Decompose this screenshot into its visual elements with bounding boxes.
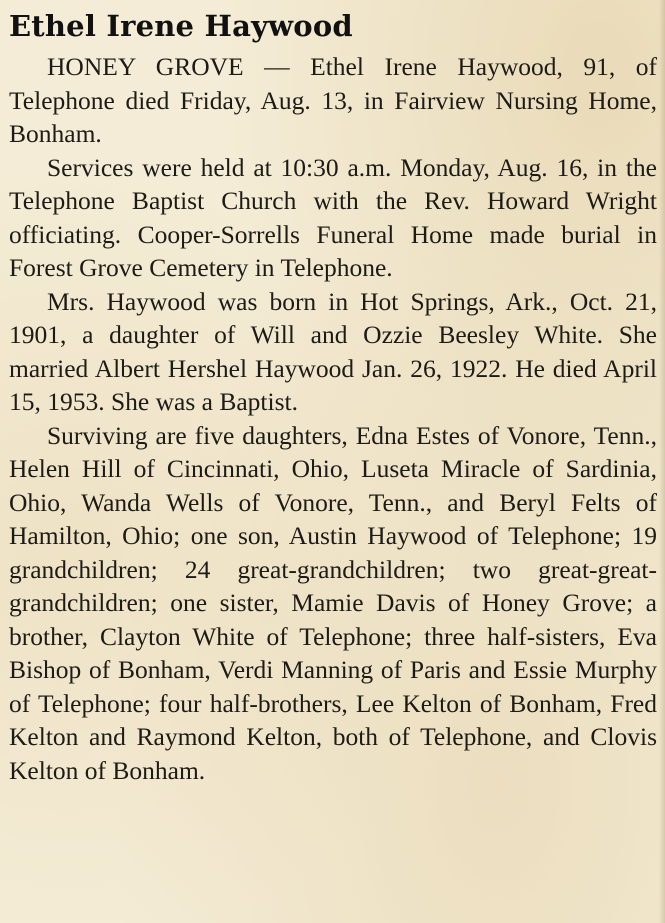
obituary-paragraph-survivors: Surviving are five daughters, Edna Estes of Vonore, Tenn., Helen Hill of Cincinnati, Ohio, Luseta Miracle of Sardinia, Ohio, Wanda Wells of Vonore, Tenn., and Beryl Felts of Hamilton, Ohio; one son, Austin Haywood of Telephone; 19 grandchildren; 24 great-grandchildren; two great-great-grandchildren; one sister, Mamie Davis of Honey Grove; a brother, Clayton White of Telephone; three half-sisters, Eva Bishop of Bonham, Verdi Manning of Paris and Essie Murphy of Telephone; four half-brothers, Lee Kelton of Bonham, Fred Kelton and Raymond Kelton, both of Telephone, and Clovis Kelton of Bonham. <box>9 420 657 785</box>
obituary-paragraph-services: Services were held at 10:30 a.m. Monday, Aug. 16, in the Telephone Baptist Church with the Rev. Howard Wright officiating. Cooper-Sorrells Funeral Home made burial in Forest Grove Cemetery in Telephone. <box>9 152 657 282</box>
obituary-headline: Ethel Irene Haywood <box>9 9 353 43</box>
obituary-paragraph-death: HONEY GROVE — Ethel Irene Haywood, 91, of Telephone died Friday, Aug. 13, in Fairview Nursing Home, Bonham. <box>9 52 657 148</box>
obituary-paragraph-biography: Mrs. Haywood was born in Hot Springs, Ark., Oct. 21, 1901, a daughter of Will and Ozzie Beesley White. She married Albert Hershel Haywood Jan. 26, 1922. He died April 15, 1953. She was a Baptist. <box>9 286 657 416</box>
